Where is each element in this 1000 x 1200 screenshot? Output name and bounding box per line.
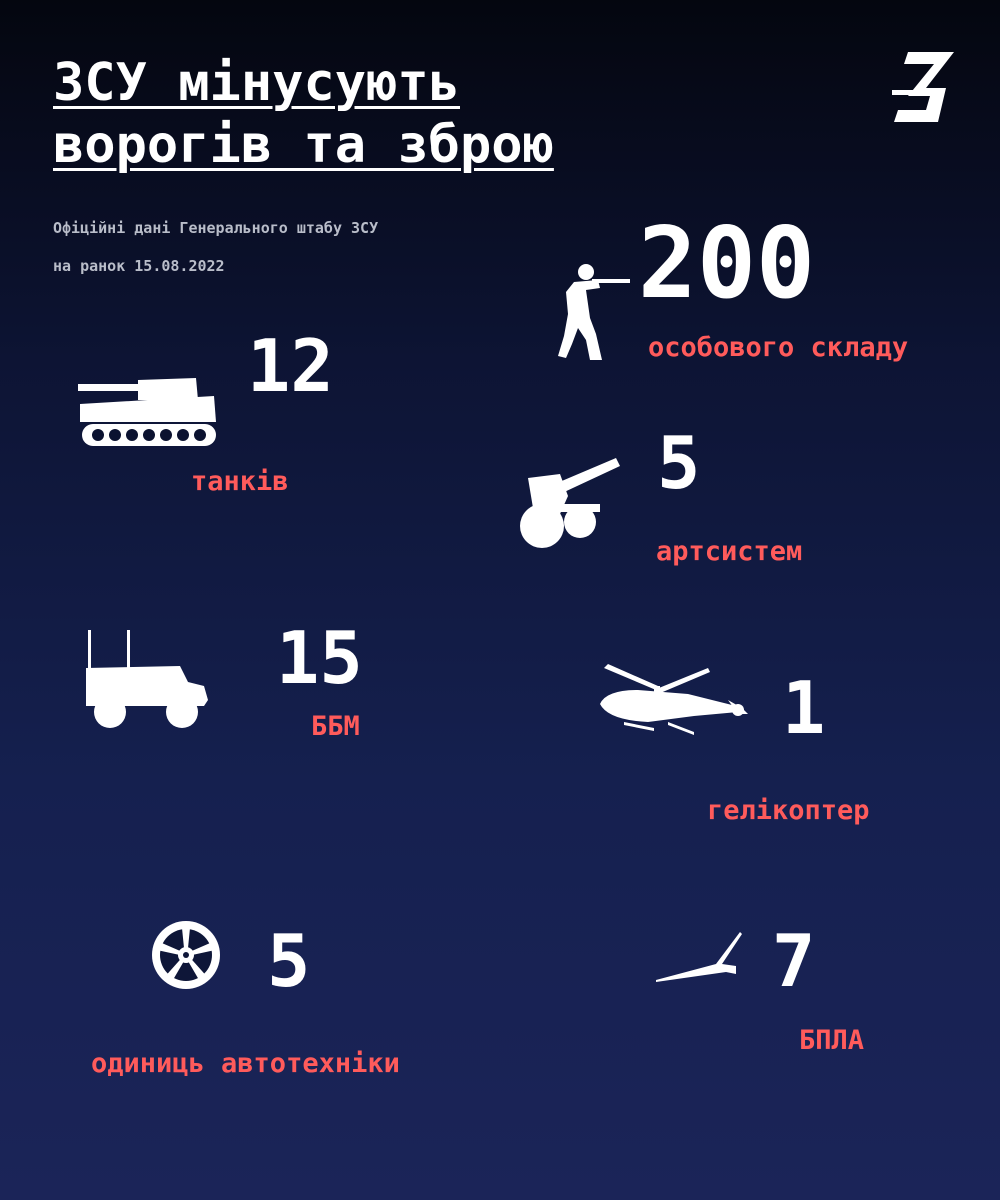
source-text: Офіційні дані Генерального штабу ЗСУ (53, 219, 379, 237)
helicopter-icon (598, 664, 752, 738)
personnel-value: 200 (638, 207, 816, 321)
apv-label: ББМ (311, 711, 360, 742)
armored-vehicle-icon (84, 630, 210, 730)
page-title (53, 52, 554, 176)
tank-icon (78, 376, 218, 448)
artillery-value: 5 (657, 421, 701, 505)
helicopters-label: гелікоптер (707, 795, 870, 826)
drone-icon (656, 930, 742, 984)
title-line-2: ворогів та зброю (53, 115, 554, 175)
artillery-label: артсистем (656, 536, 803, 567)
personnel-label: особового складу (648, 332, 909, 363)
uav-value: 7 (772, 919, 816, 1003)
vehicles-label: одиниць автотехніки (91, 1048, 400, 1079)
wheel-icon (151, 920, 221, 990)
tanks-label: танків (191, 466, 289, 497)
apv-value: 15 (276, 616, 363, 700)
howitzer-icon (520, 456, 620, 552)
helicopters-value: 1 (782, 666, 826, 750)
vehicles-value: 5 (267, 919, 311, 1003)
tanks-value: 12 (247, 324, 334, 408)
z-logo-icon (890, 48, 956, 126)
title-line-1: ЗСУ мінусують (53, 53, 460, 113)
date-text: на ранок 15.08.2022 (53, 257, 225, 275)
soldier-icon (556, 262, 630, 364)
uav-label: БПЛА (799, 1025, 865, 1056)
